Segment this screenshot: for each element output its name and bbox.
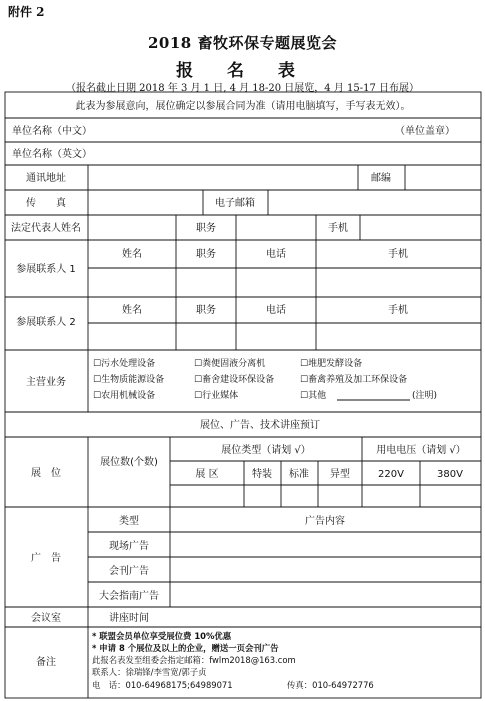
business-option-manure-separator[interactable]: ☐粪便固液分离机 [194, 359, 266, 369]
ads-row-catalog: 会刊广告 [109, 566, 149, 577]
company-name-en-label: 单位名称（英文） [12, 149, 92, 160]
booth-type-label: 展位类型（请划 √） [221, 445, 311, 456]
ads-row-guide: 大会指南广告 [99, 591, 159, 602]
notice-text: 此表为参展意向，展位确定以参展合同为准（请用电脑填写，手写表无效）。 [75, 101, 411, 112]
participant-2-label: 参展联系人 2 [16, 317, 76, 328]
area-label: 展 区 [195, 469, 219, 480]
remarks-label: 备注 [36, 657, 56, 668]
booth-label: 展 位 [31, 468, 61, 479]
voltage-label: 用电电压（请划 √） [376, 445, 466, 456]
participant-1-phone-header: 电话 [266, 249, 286, 260]
fax-label: 传 真 [26, 198, 66, 209]
remark-contacts: 联系人：徐瑞锋/李雪宽/郭子贞 [92, 667, 207, 677]
seal-label: （单位盖章） [395, 126, 455, 137]
remark-free-ad: * 申请 8 个展位及以上的企业，赠送一页会刊广告 [92, 643, 279, 653]
voltage-220-label: 220V [378, 469, 404, 480]
participant-1-mobile-header: 手机 [388, 249, 408, 260]
participant-1-name-header: 姓名 [122, 249, 142, 260]
booth-count-label: 展位数(个数) [100, 457, 158, 468]
other-note: (注明) [412, 391, 438, 401]
attachment-label: 附件 2 [8, 5, 45, 19]
address-label: 通讯地址 [26, 173, 66, 184]
remark-fax: 传真：010-64972776 [287, 680, 374, 690]
ads-row-onsite: 现场广告 [109, 541, 149, 552]
ads-type-header: 类型 [119, 516, 139, 527]
participant-1-label: 参展联系人 1 [16, 264, 76, 275]
deadline-note: （报名截止日期 2018 年 3 月 1 日, 4 月 18-20 日展览，4 月 15-17 日布展） [65, 83, 420, 94]
business-option-media[interactable]: ☐行业媒体 [194, 391, 239, 401]
voltage-380-label: 380V [437, 469, 463, 480]
participant-2-mobile-header: 手机 [388, 305, 408, 316]
email-label: 电子邮箱 [215, 198, 255, 209]
participant-2-position-header: 职务 [196, 305, 216, 316]
business-option-biomass[interactable]: ☐生物质能源设备 [93, 375, 165, 385]
participant-1-position-header: 职务 [196, 249, 216, 260]
mobile-label: 手机 [328, 223, 348, 234]
business-option-compost[interactable]: ☐堆肥发酵设备 [300, 359, 363, 369]
business-option-other[interactable]: ☐其他 [300, 391, 327, 401]
business-option-livestock-processing[interactable]: ☐畜禽养殖及加工环保设备 [300, 375, 408, 385]
irregular-label: 异型 [330, 469, 350, 480]
remark-email: 此报名表发至组委会指定邮箱：fwlm2018@163.com [92, 655, 296, 665]
position-label: 职务 [196, 223, 216, 234]
special-label: 特装 [252, 469, 272, 480]
business-option-barn[interactable]: ☐畜舍建设环保设备 [194, 375, 275, 385]
standard-label: 标准 [289, 469, 309, 480]
booking-section-title: 展位、广告、技术讲座预订 [200, 420, 320, 431]
remark-member-discount: * 联盟会员单位享受展位费 10%优惠 [92, 631, 232, 641]
form-subtitle: 报 名 表 [176, 61, 309, 81]
postcode-label: 邮编 [371, 173, 391, 184]
ads-label: 广 告 [31, 553, 61, 564]
business-option-agri-machinery[interactable]: ☐农用机械设备 [93, 391, 156, 401]
legal-rep-label: 法定代表人姓名 [11, 223, 81, 234]
ads-content-header: 广告内容 [305, 516, 345, 527]
lecture-time-label: 讲座时间 [109, 613, 149, 624]
participant-2-name-header: 姓名 [122, 305, 142, 316]
business-option-sewage[interactable]: ☐污水处理设备 [93, 359, 156, 369]
meeting-room-label: 会议室 [31, 613, 61, 624]
page-title: 2018 畜牧环保专题展览会 [148, 34, 337, 52]
company-name-cn-label: 单位名称（中文） [12, 126, 92, 137]
participant-2-phone-header: 电话 [266, 305, 286, 316]
remark-phone: 电 话：010-64968175;64989071 [92, 680, 233, 690]
business-label: 主营业务 [26, 377, 66, 388]
